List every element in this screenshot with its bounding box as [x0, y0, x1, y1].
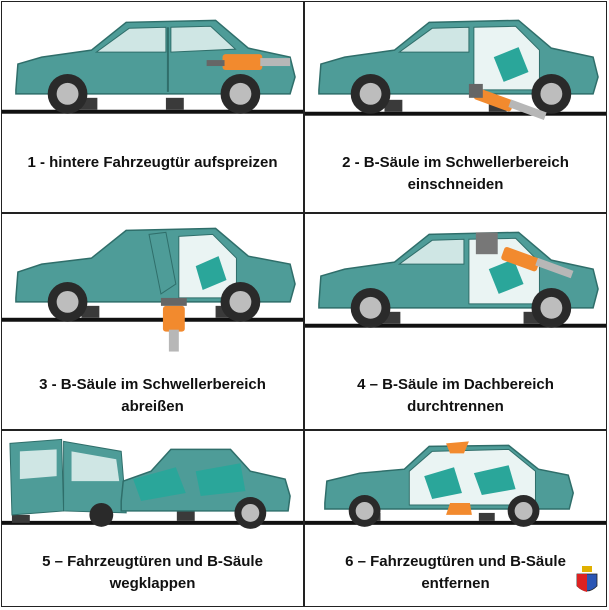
- step-6-caption: 6 – Fahrzeugtüren und B-Säule entfernen: [345, 553, 566, 592]
- step-2-caption: 2 - B-Säule im Schwellerbereich einschneiden: [342, 154, 569, 193]
- rescue-steps-grid: [1, 1, 607, 607]
- step-6-panel: [304, 430, 607, 607]
- step-3-caption: 3 - B-Säule im Schwellerbereich abreißen: [39, 376, 266, 415]
- car-icon: [2, 2, 303, 142]
- car-icon: [305, 2, 606, 142]
- step-2-panel: [304, 1, 607, 213]
- car-icon: [305, 431, 606, 571]
- step-1-panel: [1, 1, 304, 213]
- rescue-tool-icon: [161, 298, 187, 352]
- car-icon: [2, 431, 303, 571]
- coat-of-arms-icon: [574, 564, 600, 600]
- step-3-panel: [1, 213, 304, 430]
- step-5-caption: 5 – Fahrzeugtüren und B-Säule wegklappen: [42, 553, 263, 592]
- step-1-caption: 1 - hintere Fahrzeugtür aufspreizen: [27, 154, 278, 171]
- car-icon: [305, 214, 606, 354]
- car-icon: [2, 214, 303, 354]
- step-4-caption: 4 – B-Säule im Dachbereich durchtrennen: [357, 376, 554, 415]
- step-4-panel: [304, 213, 607, 430]
- step-5-panel: [1, 430, 304, 607]
